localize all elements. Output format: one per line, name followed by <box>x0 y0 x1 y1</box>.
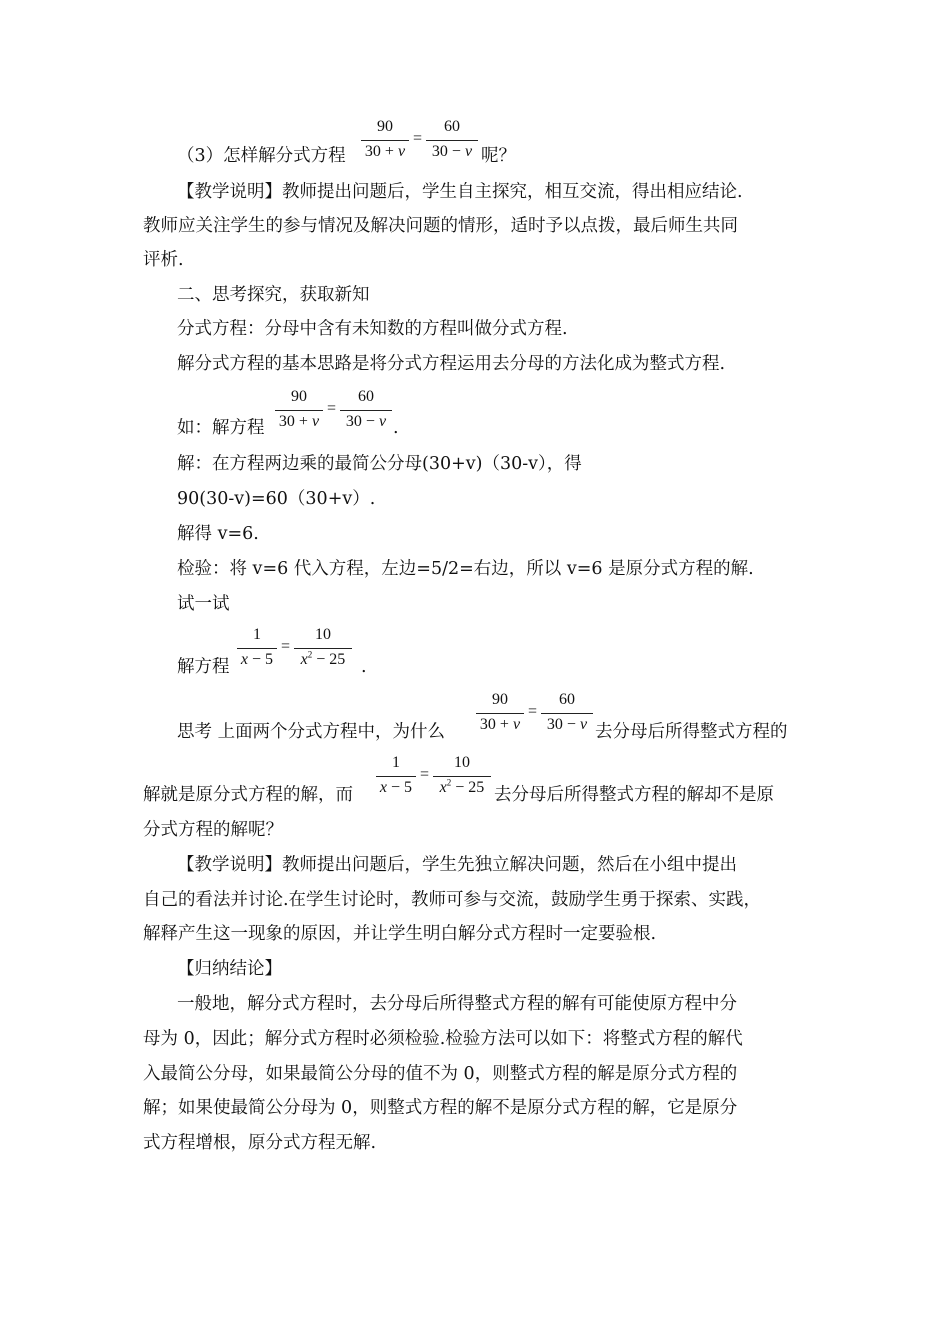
think-question: 思考 上面两个分式方程中，为什么 <box>177 722 446 742</box>
example-period: . <box>393 418 399 438</box>
equals-sign: = <box>420 766 430 783</box>
think-fraction-1: 1 x − 5 <box>376 754 416 802</box>
think-fraction-10: 10 $x^2 - 25$ <box>433 754 491 802</box>
think-fraction-90: 90 30 + v <box>476 691 524 739</box>
conclusion-line-1: 一般地，解分式方程时，去分母后所得整式方程的解有可能使原方程中分 <box>177 994 737 1014</box>
conclusion-line-4: 解；如果使最简公分母为 0，则整式方程的解不是原分式方程的解，它是原分 <box>143 1098 738 1118</box>
teaching-note-2-end: 解释产生这一现象的原因，并让学生明白解分式方程时一定要验根. <box>143 924 657 944</box>
try-it-period: . <box>361 657 367 677</box>
try-fraction-10-over-x2-minus-25: 10 $x^2 - 25$ <box>294 626 352 674</box>
think-question-line-2: 解就是原分式方程的解，而 <box>143 785 353 805</box>
example-fraction-90: 90 30 + v <box>275 388 323 436</box>
example-fraction-60: 60 30 − v <box>340 388 392 436</box>
teaching-note-1-end: 评析. <box>143 250 184 270</box>
fraction-90-over-30-plus-v: 90 30 + v <box>361 118 409 166</box>
verification: 检验：将 v=6 代入方程，左边=5/2=右边，所以 v=6 是原分式方程的解. <box>177 559 754 579</box>
equals-sign: = <box>528 703 538 720</box>
fraction-60-over-30-minus-v: 60 30 − v <box>426 118 478 166</box>
equals-sign: = <box>413 130 423 147</box>
solution-step-1: 解：在方程两边乘的最简公分母(30+v)（30-v），得 <box>177 454 582 474</box>
think-question-tail: 去分母后所得整式方程的 <box>595 722 788 742</box>
try-fraction-1-over-x-minus-5: 1 x − 5 <box>237 626 277 674</box>
teaching-note-1-cont: 教师应关注学生的参与情况及解决问题的情形，适时予以点拨，最后师生共同 <box>143 216 738 236</box>
try-it-intro: 解方程 <box>177 657 230 677</box>
solution-step-2: 90(30-v)=60（30+v）. <box>177 489 376 509</box>
think-question-line-3: 分式方程的解呢？ <box>143 820 283 840</box>
think-question-line-2-tail: 去分母后所得整式方程的解却不是原 <box>494 785 774 805</box>
try-it-heading: 试一试 <box>177 594 230 614</box>
teaching-note-2: 【教学说明】教师提出问题后，学生先独立解决问题，然后在小组中提出 <box>177 855 737 875</box>
question-3-text: （3）怎样解分式方程 <box>177 146 346 166</box>
section-heading-2: 二、思考探究，获取新知 <box>177 285 370 305</box>
definition-fractional-equation: 分式方程：分母中含有未知数的方程叫做分式方程. <box>177 319 568 339</box>
solution-step-3: 解得 v=6. <box>177 524 259 544</box>
think-fraction-60: 60 30 − v <box>541 691 593 739</box>
question-3-tail: 呢？ <box>481 146 516 166</box>
teaching-note-1: 【教学说明】教师提出问题后，学生自主探究，相互交流，得出相应结论. <box>177 182 743 202</box>
equals-sign: = <box>281 638 291 655</box>
conclusion-line-3: 入最简公分母，如果最简公分母的值不为 0，则整式方程的解是原分式方程的 <box>143 1064 738 1084</box>
conclusion-line-2: 母为 0，因此；解分式方程时必须检验.检验方法可以如下：将整式方程的解代 <box>143 1029 743 1049</box>
conclusion-line-5: 式方程增根，原分式方程无解. <box>143 1133 377 1153</box>
teaching-note-2-cont: 自己的看法并讨论.在学生讨论时，教师可参与交流，鼓励学生勇于探索、实践， <box>143 890 762 910</box>
basic-idea: 解分式方程的基本思路是将分式方程运用去分母的方法化成为整式方程. <box>177 354 726 374</box>
example-intro: 如：解方程 <box>177 418 265 438</box>
equals-sign: = <box>327 400 337 417</box>
conclusion-heading: 【归纳结论】 <box>177 959 282 979</box>
